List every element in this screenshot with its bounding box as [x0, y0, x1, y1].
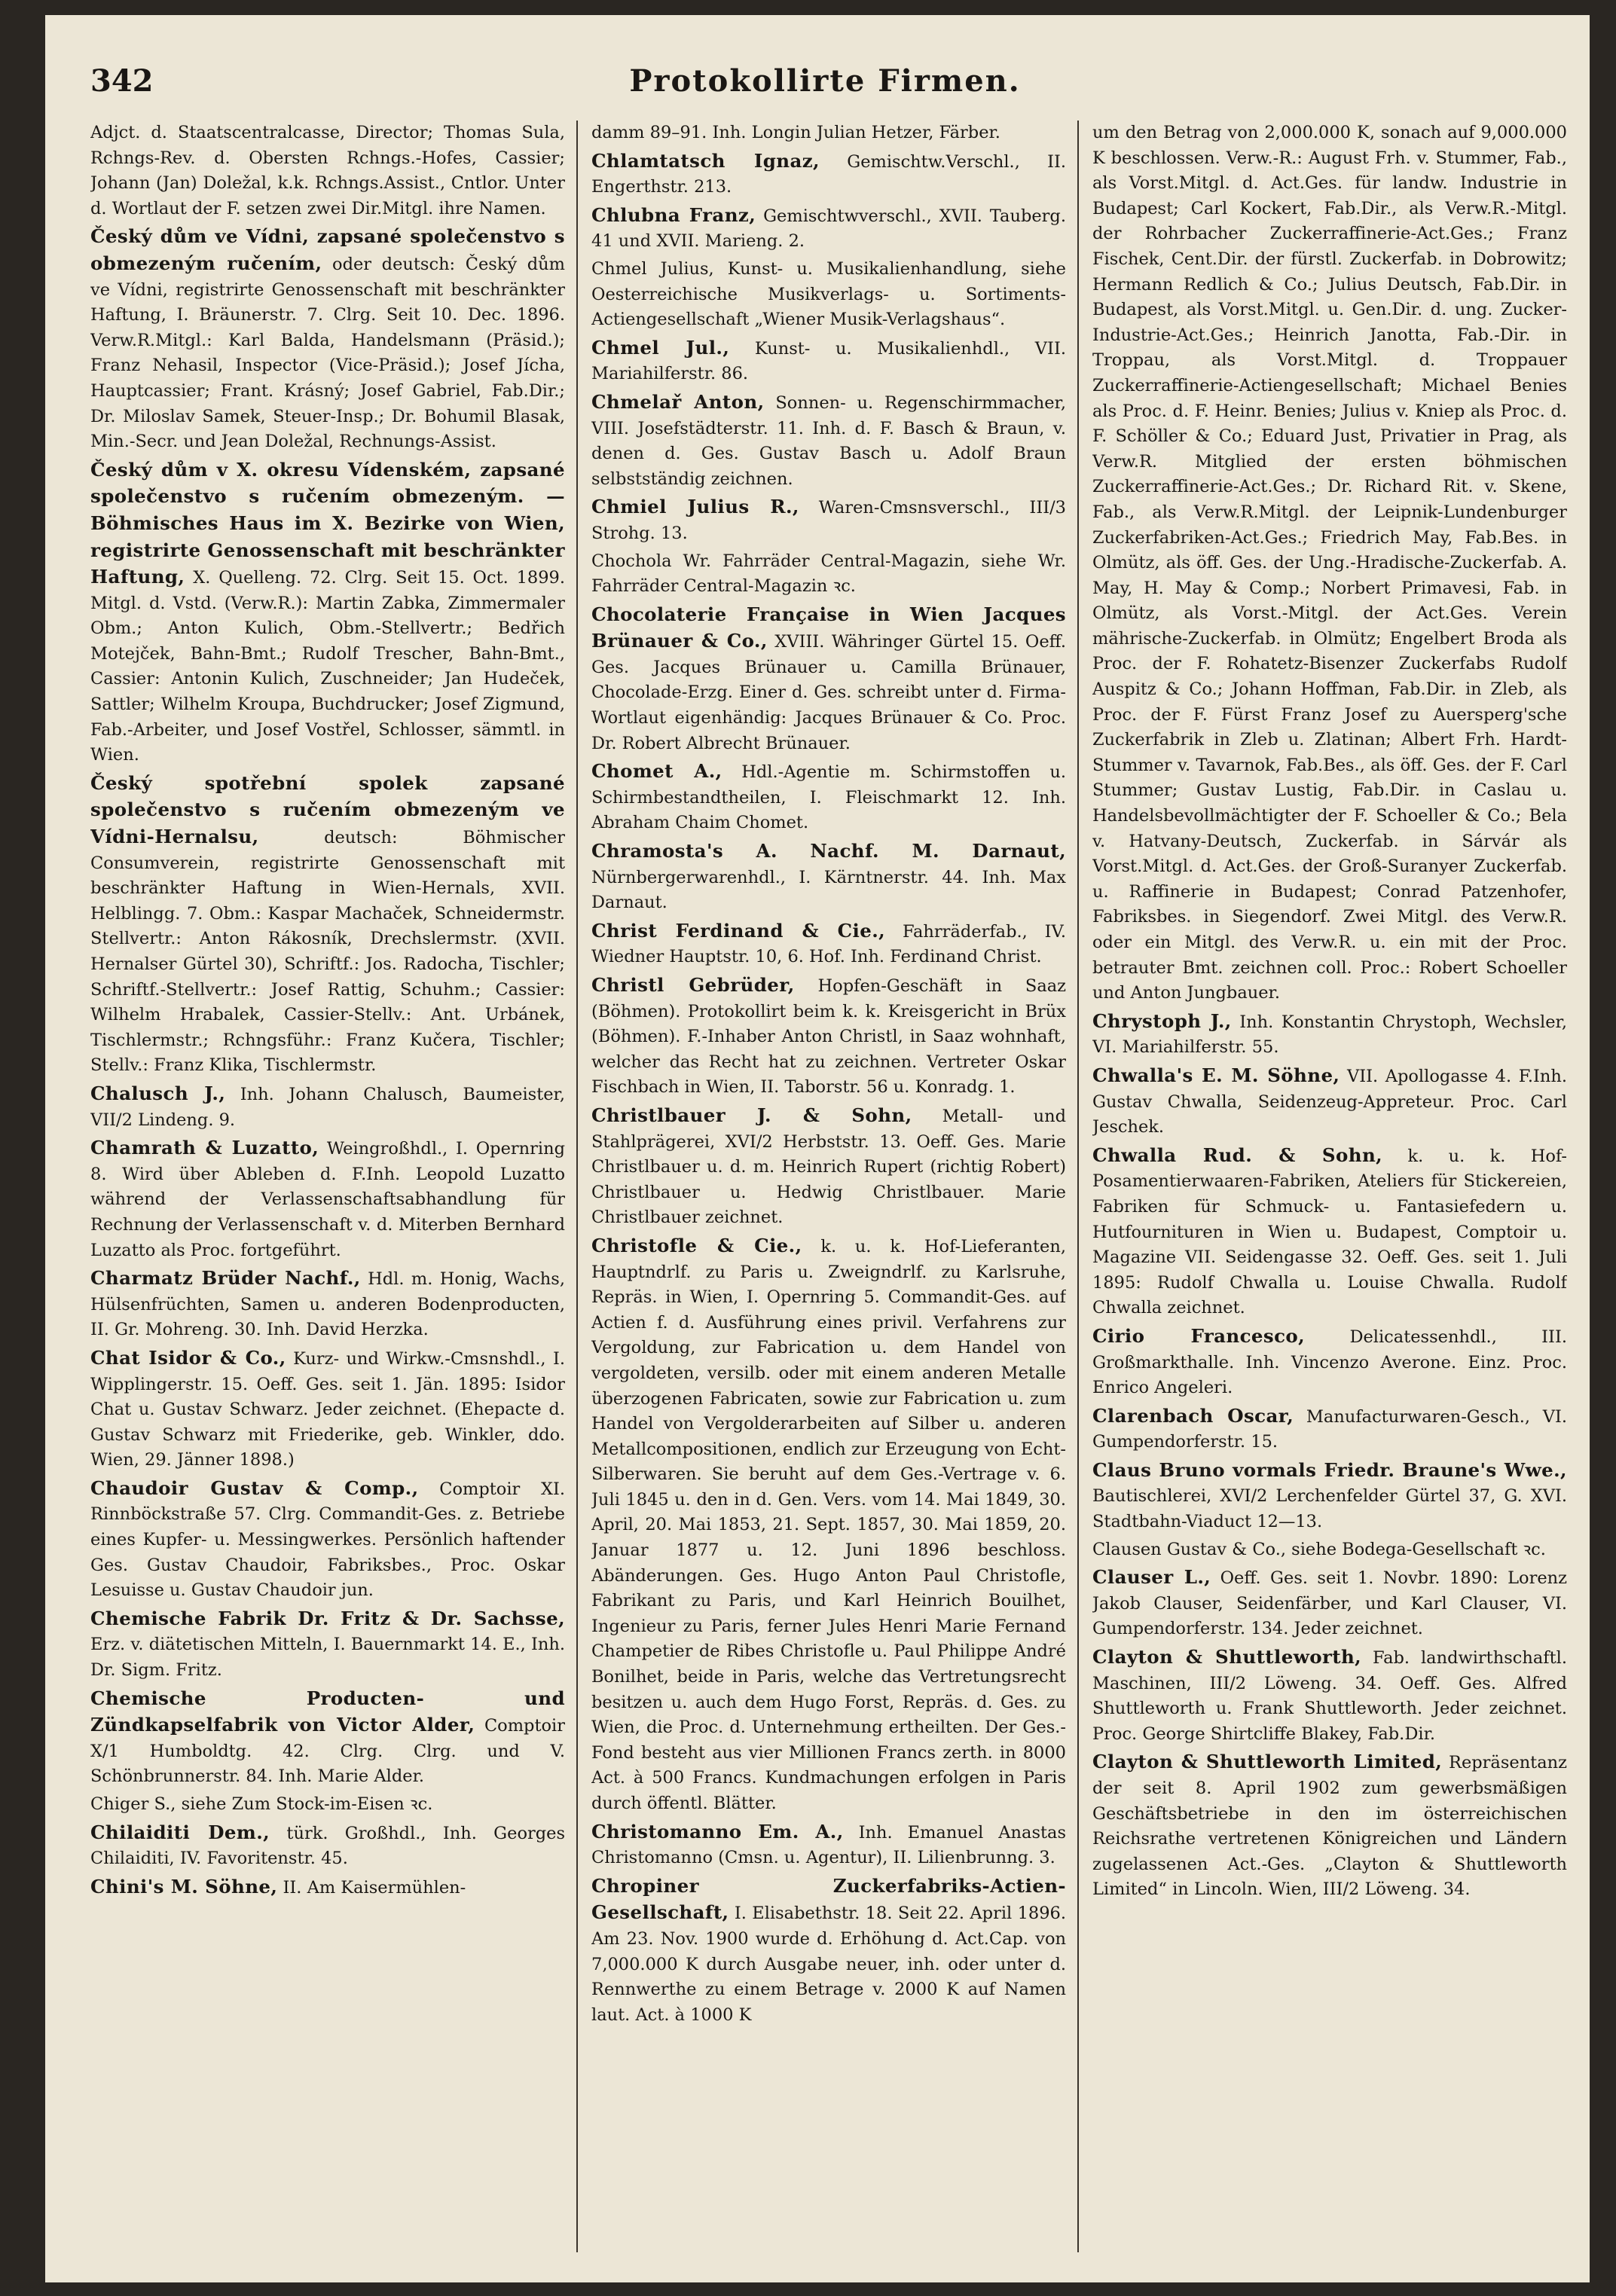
firm-entry	[591, 759, 1066, 836]
firm-name: Chwalla Rud. & Sohn,	[1092, 1143, 1383, 1166]
firm-details: Gemischtw.Verschl., II. Engerthstr. 213.	[591, 151, 1066, 197]
firm-name: Christlbauer J. & Sohn,	[591, 1104, 912, 1126]
firm-entry	[591, 335, 1066, 387]
firm-details: X. Quelleng. 72. Clrg. Seit 15. Oct. 1899. Mitgl. d. Vstd. (Verw.R.): Martin Zabka, Zimmermaler Obm.; Anton Kulich, Obm.-Stellvertr.; Bedřich Motejček, Bahn-Bmt.; Rudolf Trescher, Bahn-Bmt., Cassier: Antonin Kulich, Zuschneider; Jan Hudeček, Sattler; Wilhelm Kroupa, Buchdrucker; Josef Zigmund, Fab.-Arbeiter, und Josef Vostřel, Schlosser, sämmtl. in Wien.	[90, 568, 565, 765]
firm-entry	[591, 389, 1066, 492]
firm-details: Kunst- u. Musikalienhdl., VII. Mariahilferstr. 86.	[591, 338, 1066, 384]
firm-details: Sonnen- u. Regenschirmmacher, VIII. Josefstädterstr. 11. Inh. d. F. Basch & Braun, v. denen d. Ges. Gustav Basch u. Adolf Braun selbstständig zeichnen.	[591, 392, 1066, 489]
column-divider	[1077, 121, 1079, 2252]
firm-entry	[90, 224, 565, 454]
firm-details: türk. Großhdl., Inh. Georges Chilaiditi, IV. Favoritenstr. 45.	[90, 1823, 565, 1869]
column-divider	[576, 121, 578, 2252]
document-page	[45, 15, 1590, 2282]
firm-details: Kurz- und Wirkw.-Cmsnshdl., I. Wipplingerstr. 15. Oeff. Ges. seit 1. Jän. 1895: Isidor Chat u. Gustav Schwarz. Jeder zeichnet. (Ehepacte d. Gustav Schwarz mit Friederike, geb. Winkler, ddo. Wien, 29. Jänner 1898.)	[90, 1348, 565, 1470]
firm-entry	[591, 972, 1066, 1101]
firm-details: Chochola Wr. Fahrräder Central-Magazin, siehe Wr. Fahrräder Central-Magazin ꝛc.	[591, 551, 1066, 597]
firm-entry	[1092, 1403, 1567, 1455]
firm-entry	[591, 549, 1066, 600]
firm-entry	[1092, 1644, 1567, 1747]
firm-details: Gemischtwverschl., XVII. Tauberg. 41 und XVII. Marieng. 2.	[591, 206, 1066, 252]
column-2	[591, 121, 1066, 2260]
firm-entry	[90, 1345, 565, 1473]
firm-name: Clarenbach Oscar,	[1092, 1404, 1294, 1427]
firm-details: k. u. k. Hof-Posamentierwaaren-Fabriken, Ateliers für Stickereien, Fabriken für Schmuck- u. Fantasiefedern u. Hutfournituren in Wien u. Budapest, Comptoir u. Magazine VII. Seidengasse 32. Oeff. Ges. seit 1. Juli 1895: Rudolf Chwalla u. Louise Chwalla. Rudolf Chwalla zeichnet.	[1092, 1146, 1567, 1318]
firm-name: Charmatz Brüder Nachf.,	[90, 1267, 361, 1290]
firm-entry	[591, 121, 1066, 146]
firm-entry	[1092, 1009, 1567, 1061]
firm-name: Chilaiditi Dem.,	[90, 1821, 270, 1843]
firm-name: Český dům ve Vídni, zapsané společenstvo s obmezeným ručením,	[90, 225, 565, 274]
firm-details: damm 89–91. Inh. Longin Julian Hetzer, Färber.	[591, 123, 1000, 142]
firm-entry	[1092, 1063, 1567, 1140]
firm-entry	[1092, 1537, 1567, 1563]
firm-name: Chmelař Anton,	[591, 390, 765, 413]
firm-name: Clauser L.,	[1092, 1566, 1211, 1589]
firm-details: Adjct. d. Staatscentralcasse, Director; Thomas Sula, Rchngs-Rev. d. Obersten Rchngs.-Hofes, Cassier; Johann (Jan) Doležal, k.k. Rchngs.Assist., Cntlor. Unter d. Wortlaut der F. setzen zwei Dir.Mitgl. ihre Namen.	[90, 123, 565, 218]
firm-details: Chiger S., siehe Zum Stock-im-Eisen ꝛc.	[90, 1794, 433, 1814]
firm-name: Chlamtatsch Ignaz,	[591, 149, 820, 172]
firm-entry	[90, 1135, 565, 1263]
firm-entry	[591, 1819, 1066, 1871]
firm-details: Repräsentanz der seit 8. April 1902 zum gewerbsmäßigen Geschäftsbetriebe in den im österreichischen Reichsrathe vertretenen Königreichen und Ländern zugelassenen Act.-Ges. „Clayton & Shuttleworth Limited“ in Lincoln. Wien, III/2 Löweng. 34.	[1092, 1753, 1567, 1900]
firm-entry	[591, 148, 1066, 200]
firm-details: Oeff. Ges. seit 1. Novbr. 1890: Lorenz Jakob Clauser, Seidenfärber, und Karl Clauser, VI. Gumpendorferstr. 134. Jeder zeichnet.	[1092, 1568, 1567, 1639]
firm-name: Chramosta's A. Nachf. M. Darnaut,	[591, 840, 1066, 863]
firm-details: oder deutsch: Český dům ve Vídni, registrirte Genossenschaft mit beschränkter Haftung, I. Bräunerstr. 7. Clrg. Seit 10. Dec. 1896. Verw.R.Mitgl.: Karl Balda, Handelsmann (Präsid.); Franz Nehasil, Inspector (Vice-Präsid.); Josef Jícha, Hauptcassier; Frant. Krásný; Josef Gabriel, Fab.Dir.; Dr. Miloslav Samek, Steuer-Insp.; Dr. Bohumil Blasak, Min.-Secr. und Jean Doležal, Rechnungs-Assist.	[90, 254, 565, 452]
firm-name: Chropiner Zuckerfabriks-Actien-Gesellschaft,	[591, 1874, 1066, 1924]
firm-details: Hdl.-Agentie m. Schirmstoffen u. Schirmbestandtheilen, I. Fleischmarkt 12. Inh. Abraham Chaim Chomet.	[591, 762, 1066, 833]
firm-entry	[90, 1476, 565, 1604]
firm-name: Chaudoir Gustav & Comp.,	[90, 1476, 419, 1499]
firm-entry	[90, 1686, 565, 1790]
column-3	[1092, 121, 1567, 2260]
firm-details: Erz. v. diätetischen Mitteln, I. Bauernmarkt 14. E., Inh. Dr. Sigm. Fritz.	[90, 1635, 565, 1681]
firm-name: Chlubna Franz,	[591, 203, 756, 226]
firm-details: deutsch: Böhmischer Consumverein, registrirte Genossenschaft mit beschränkter Haftung in Wien-Hernals, XVII. Helblingg. 7. Obm.: Kaspar Machaček, Schneidermstr. Stellvertr.: Anton Rákosník, Drechslermstr. (XVII. Hernalser Gürtel 30), Schriftf.: Jos. Radocha, Tischler; Schriftf.-Stellvertr.: Josef Rattig, Schuhm.; Cassier: Wilhelm Hrabalek, Cassier-Stellv.: Ant. Urbánek, Tischlermstr.; Rchngsführ.: Franz Kučera, Tischler; Stellv.: Franz Klika, Tischlermstr.	[90, 828, 565, 1076]
firm-details: Metall- und Stahlprägerei, XVI/2 Herbststr. 13. Oeff. Ges. Marie Christlbauer u. d. m. Heinrich Rupert (richtig Robert) Christlbauer u. Hedwig Christlbauer. Marie Christlbauer zeichnet.	[591, 1106, 1066, 1228]
firm-entry	[1092, 1565, 1567, 1642]
firm-name: Christ Ferdinand & Cie.,	[591, 919, 886, 942]
firm-details: um den Betrag von 2,000.000 K, sonach auf 9,000.000 K beschlossen. Verw.-R.: August Frh. v. Stummer, Fab., als Vorst.Mitgl. d. Act.Ges. für landw. Industrie in Budapest; Carl Kockert, Fab.Dir., als Verw.R.-Mitgl. der Rohrbacher Zuckerraffinerie-Act.Ges.; Franz Fischek, Cent.Dir. der fürstl. Zuckerfab. in Dobrowitz; Hermann Redlich & Co.; Julius Deutsch, Fab.Dir. in Budapest, als Vorst.Mitgl. u. Gen.Dir. d. ung. Zucker-Industrie-Act.Ges.; Heinrich Janotta, Fab.-Dir. in Troppau, als Vorst.Mitgl. d. Troppauer Zuckerraffinerie-Actiengesellschaft; Michael Benies als Proc. d. F. Heinr. Benies; Julius v. Kniep als Proc. d. F. Schöller & Co.; Eduard Just, Privatier in Prag, als Verw.R. Mitglied der ersten böhmischen Zuckerraffinerie-Act.Ges.; Dr. Richard Rit. v. Skene, Fab., als Verw.R.Mitgl. der Leipnik-Lundenburger Zuckerfabriken-Act.Ges.; Friedrich May, Fab.Bes. in Olmütz, als öff. Ges. der Ung.-Hradische-Zuckerfab. A. May, H. May & Comp.; Norbert Primavesi, Fab. in Olmütz, als Vorst.-Mitgl. der Act.Ges. Verein mährische-Zuckerfab. in Olmütz; Engelbert Broda als Proc. der F. Rohatetz-Bisenzer Zuckerfabs Rudolf Auspitz & Co.; Johann Hoffman, Fab.Dir. in Zleb, als Proc. der F. Fürst Franz Josef zu Auersperg'sche Zuckerfabrik in Zleb u. Zlatinan; Albert Frh. Hardt-Stummer v. Tavarnok, Fab.Bes., als öff. Ges. der F. Carl Stummer; Gustav Lustig, Fab.Dir. in Caslau u. Handelsbevollmächtigter der F. Schoeller & Co.; Bela v. Hatvany-Deutsch, Zuckerfab. in Sárvár als Vorst.Mitgl. d. Act.Ges. der Groß-Suranyer Zuckerfab. u. Raffinerie in Budapest; Conrad Patzenhofer, Fabriksbes. in Siegendorf. Zwei Mitgl. des Verw.R. oder ein Mitgl. des Verw.R. u. ein mit der Proc. betrauter Bmt. zeichnen coll. Proc.: Robert Schoeller und Anton Jungbauer.	[1092, 123, 1567, 1003]
firm-name: Chini's M. Söhne,	[90, 1875, 278, 1898]
firm-name: Clayton & Shuttleworth,	[1092, 1646, 1362, 1669]
page-number: 342	[90, 63, 154, 99]
firm-name: Chemische Fabrik Dr. Fritz & Dr. Sachsse,	[90, 1607, 565, 1629]
firm-details: k. u. k. Hof-Lieferanten, Hauptndrlf. zu Paris u. Zweigndrlf. zu Karlsruhe, Repräs. in Wien, I. Opernring 5. Commandit-Ges. auf Actien f. d. Ausführung eines privil. Verfahrens zur Vergoldung, zur Fabrication u. dem Handel von vergoldeten, versilb. oder mit einem anderen Metalle überzogenen Fabricaten, sowie zur Fabrication u. zum Handel von Vergolderarbeiten auf Silber u. anderen Metallcompositionen, endlich zur Erzeugung von Echt-Silberwaren. Sie beruht auf dem Ges.-Vertrage v. 6. Juli 1845 u. den in d. Gen. Vers. vom 14. Mai 1849, 30. April, 20. Mai 1853, 21. Sept. 1857, 30. Mai 1859, 20. Januar 1877 u. 12. Juni 1896 beschloss. Abänderungen. Ges. Hugo Anton Paul Christofle, Fabrikant zu Paris, und Karl Heinrich Bouilhet, Ingenieur zu Paris, ferner Jules Henri Marie Fernand Champetier de Ribes Christofle u. Paul Philippe André Bonilhet, beide in Paris, welche das Vertretungsrecht besitzen u. auch dem Hugo Forst, Repräs. d. Ges. zu Wien, die Proc. d. Unternehmung ertheilten. Der Ges.-Fond besteht aus vier Millionen Francs zerth. in 8000 Act. à 500 Francs. Kundmachungen erfolgen in Paris durch öffentl. Blätter.	[591, 1236, 1066, 1813]
firm-entry	[591, 1233, 1066, 1817]
firm-entry	[1092, 1749, 1567, 1903]
firm-details: VII. Apollogasse 4. F.Inh. Gustav Chwalla, Seidenzeug-Appreteur. Proc. Carl Jeschek.	[1092, 1066, 1567, 1137]
firm-name: Christomanno Em. A.,	[591, 1820, 844, 1843]
firm-name: Chalusch J.,	[90, 1082, 226, 1104]
firm-entry	[591, 838, 1066, 916]
firm-entry	[591, 257, 1066, 333]
firm-name: Chmiel Julius R.,	[591, 496, 799, 518]
firm-name: Chmel Jul.,	[591, 336, 730, 359]
text-columns	[90, 121, 1567, 2260]
firm-entry	[1092, 1458, 1567, 1535]
firm-entry	[1092, 1143, 1567, 1321]
firm-details: II. Am Kaisermühlen-	[283, 1877, 466, 1898]
firm-name: Chomet A.,	[591, 760, 722, 783]
firm-details: Manufacturwaren-Gesch., VI. Gumpendorferstr. 15.	[1092, 1406, 1567, 1452]
firm-name: Chrystoph J.,	[1092, 1009, 1232, 1032]
firm-entry	[90, 121, 565, 221]
firm-entry	[1092, 1324, 1567, 1401]
firm-entry	[90, 1792, 565, 1818]
firm-details: Fahrräderfab., IV. Wiedner Hauptstr. 10, 6. Hof. Inh. Ferdinand Christ.	[591, 921, 1066, 967]
firm-details: XVIII. Währinger Gürtel 15. Oeff. Ges. Jacques Brünauer u. Camilla Brünauer, Chocolade-Erzg. Einer d. Ges. schreibt unter d. Firma-Wortlaut eigenhändig: Jacques Brünauer & Co. Proc. Dr. Robert Albrecht Brünauer.	[591, 632, 1066, 753]
firm-name: Claus Bruno vormals Friedr. Braune's Wwe.,	[1092, 1458, 1567, 1481]
firm-entry	[591, 1873, 1066, 2029]
firm-name: Chocolaterie Française in Wien Jacques Brünauer & Co.,	[591, 603, 1066, 652]
firm-name: Český dům v X. okresu Vídenském, zapsané společenstvo s ručením obmezeným. — Böhmisches Haus im X. Bezirke von Wien, registrirte Genossenschaft mit beschränkter Haftung,	[90, 458, 565, 588]
firm-details: Inh. Emanuel Anastas Christomanno (Cmsn. u. Agentur), II. Lilienbrunng. 3.	[591, 1822, 1066, 1868]
firm-entry	[591, 1103, 1066, 1231]
page-header	[90, 63, 1559, 108]
firm-entry	[90, 1606, 565, 1684]
running-title: Protokollirte Firmen.	[629, 63, 1021, 99]
firm-details: Weingroßhdl., I. Opernring 8. Wird über Ableben d. F.Inh. Leopold Luzatto während der Verlassenschaftsabhandlung für Rechnung der Verlassenschaft v. d. Miterben Bernhard Luzatto als Proc. fortgeführt.	[90, 1139, 565, 1260]
firm-details: Clausen Gustav & Co., siehe Bodega-Gesellschaft ꝛc.	[1092, 1539, 1546, 1559]
firm-details: Inh. Johann Chalusch, Baumeister, VII/2 Lindeng. 9.	[90, 1084, 565, 1130]
firm-name: Christl Gebrüder,	[591, 974, 795, 996]
firm-entry	[591, 203, 1066, 255]
firm-entry	[90, 1820, 565, 1872]
firm-entry	[90, 771, 565, 1079]
firm-details: Fab. landwirthschaftl. Maschinen, III/2 Löweng. 34. Oeff. Ges. Alfred Shuttleworth u. Frank Shuttleworth. Jeder zeichnet. Proc. George Shirtcliffe Blakey, Fab.Dir.	[1092, 1648, 1567, 1744]
firm-details: I. Elisabethstr. 18. Seit 22. April 1896. Am 23. Nov. 1900 wurde d. Erhöhung d. Act.Cap. von 7,000.000 K durch Ausgabe neuer, inh. oder unter d. Rennwerthe zu einem Betrage v. 2000 K auf Namen laut. Act. à 1000 K	[591, 1904, 1066, 2025]
firm-details: Hdl. m. Honig, Wachs, Hülsenfrüchten, Samen u. anderen Bodenproducten, II. Gr. Mohreng. 30. Inh. David Herzka.	[90, 1269, 565, 1340]
firm-name: Cirio Francesco,	[1092, 1324, 1306, 1347]
firm-entry	[1092, 121, 1567, 1006]
firm-name: Chemische Producten- und Zündkapselfabrik von Victor Alder,	[90, 1687, 565, 1736]
firm-entry	[90, 1874, 565, 1901]
firm-entry	[591, 918, 1066, 970]
firm-name: Chat Isidor & Co.,	[90, 1346, 286, 1369]
firm-name: Clayton & Shuttleworth Limited,	[1092, 1751, 1443, 1773]
firm-entry	[90, 1081, 565, 1133]
firm-details: Nürnbergerwarenhdl., I. Kärntnerstr. 44. Inh. Max Darnaut.	[591, 867, 1066, 913]
firm-details: Hopfen-Geschäft in Saaz (Böhmen). Protokollirt beim k. k. Kreisgericht in Brüx (Böhmen). F.-Inhaber Anton Christl, in Saaz wohnhaft, welcher das Recht hat zu zeichnen. Vertreter Oskar Fischbach in Wien, II. Taborstr. 56 u. Konradg. 1.	[591, 976, 1066, 1098]
firm-details: Inh. Konstantin Chrystoph, Wechsler, VI. Mariahilferstr. 55.	[1092, 1012, 1567, 1058]
firm-name: Chamrath & Luzatto,	[90, 1137, 319, 1159]
firm-entry	[591, 494, 1066, 546]
firm-entry	[591, 602, 1066, 757]
firm-details: Comptoir X/1 Humboldtg. 42. Clrg. Clrg. und V. Schönbrunnerstr. 84. Inh. Marie Alder.	[90, 1716, 565, 1787]
firm-details: Delicatessenhdl., III. Großmarkthalle. Inh. Vincenzo Averone. Einz. Proc. Enrico Angeleri.	[1092, 1327, 1567, 1398]
firm-name: Chwalla's E. M. Söhne,	[1092, 1064, 1340, 1086]
firm-entry	[90, 457, 565, 768]
firm-name: Christofle & Cie.,	[591, 1234, 802, 1256]
firm-details: Waren-Cmsnsverschl., III/3 Strohg. 13.	[591, 498, 1066, 543]
firm-details: Comptoir XI. Rinnböckstraße 57. Clrg. Commandit-Ges. z. Betriebe eines Kupfer- u. Messingwerkes. Persönlich haftender Ges. Gustav Chaudoir, Fabriksbes., Proc. Oskar Lesuisse u. Gustav Chaudoir jun.	[90, 1479, 565, 1601]
firm-name: Český spotřební spolek zapsané společenstvo s ručením obmezeným ve Vídni-Hernalsu,	[90, 771, 565, 848]
firm-entry	[90, 1266, 565, 1343]
column-1	[90, 121, 565, 2260]
firm-details: Bautischlerei, XVI/2 Lerchenfelder Gürtel 37, G. XVI. Stadtbahn-Viaduct 12—13.	[1092, 1486, 1567, 1532]
firm-details: Chmel Julius, Kunst- u. Musikalienhandlung, siehe Oesterreichische Musikverlags- u. Sortiments-Actiengesellschaft „Wiener Musik-Verlagshaus“.	[591, 258, 1066, 330]
